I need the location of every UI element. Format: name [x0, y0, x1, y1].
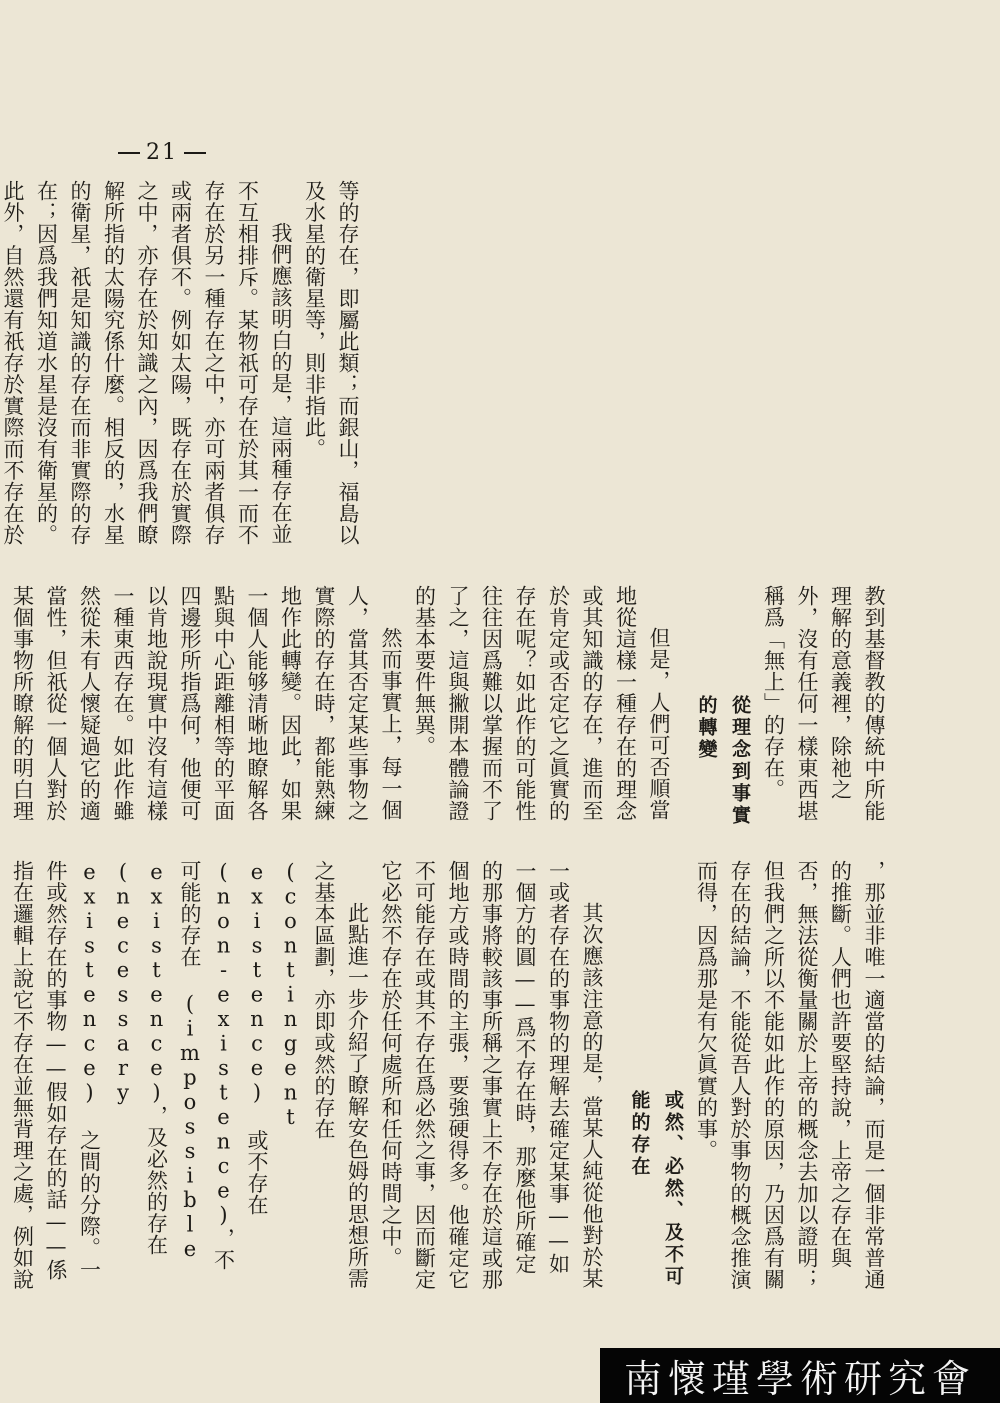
section-heading: 從理念到事實的轉變: [695, 695, 751, 827]
text-block-upper-left: [1, 180, 364, 548]
watermark-banner: [600, 1348, 1000, 1403]
paragraph: 等的存在，即屬此類；而銀山，福島以及水星的衛星等，則非指此。: [302, 180, 360, 546]
page-number: [112, 140, 212, 165]
section-heading: 或然、必然、及不可能的存在: [628, 1090, 684, 1288]
text-block-lower-right: [10, 860, 890, 1290]
paragraph: 然而事實上，每一個人，當其否定某些事物之實際的存在時，都能熟練地作此轉變。因此，如果一個人能够清晰地瞭解各點與中心距離相等的平面四邊形所指爲何，他便可以肯地說現實中沒有這樣一種東西存在。如此作雖然從未有人懷疑過它的適當性，但祇從一個人對於某個事物所瞭解的明白理: [10, 585, 403, 822]
dash-left: [118, 152, 140, 154]
paragraph: 我們應該明白的是，這兩種存在並不互相排斥。某物祇可存在於其一而不存在於另一種存在之中，亦可兩者俱存或兩者俱不。例如太陽，既存在於實際之中，亦存在於知識之內，因爲我們瞭解所指的太陽究係什麼。相反的，水星的衛星，祇是知識的存在而非實際的存在；因爲我們知道水星是沒有衛星的。此外，自然還有祇存於實際而不存在於: [1, 180, 293, 546]
paragraph: ，那並非唯一適當的結論，而是一個非常普通的推斷。人們也許要堅持說，上帝之存在與否，無法從衡量關於上帝的概念去加以證明；但我們之所以不能如此作的原因，乃因爲有關存在的結論，不能從吾人對於事物的概念推演而得，因爲那是有欠眞實的事。: [694, 860, 886, 1290]
paragraph: 其次應該注意的是，當某人純從他對於某一或者存在的事物的理解去確定某事——如一個方的圓——爲不存在時，那麼他所確定的那事將較該事所稱之事實上不存在於這或那個地方或時間的主張，要強硬得多。他確定它不可能存在或其不存在爲必然之事，因而斷定它必然不存在於任何處所和任何時間之中。: [379, 860, 604, 1290]
paragraph: 但是，人們可否順當地從這樣一種存在的理念或其知識的存在，進而至於肯定或否定它之眞實的存在呢？如此作的可能性往往因爲難以掌握而不了了之，這與撇開本體論證的基本要件無異。: [412, 585, 671, 822]
text-block-middle-right: [10, 585, 890, 835]
page-number-text: 21: [146, 140, 178, 165]
watermark-text: 南懷瑾學術研究會: [623, 1357, 976, 1401]
dash-right: [184, 152, 206, 154]
paragraph: 教到基督教的傳統中所能理解的意義裡，除祂之外，沒有任何一樣東西堪稱爲「無上」的存在。: [761, 585, 886, 822]
paragraph: 此點進一步介紹了瞭解安色姆的思想所需之基本區劃，亦即或然的存在 (contingent existence) 或不存在 (non-existence)，不可能的存在 (impossible existence)，及必然的存在 (necessary existence) 之間的分際。一件或然存在的事物——假如存在的話——係指在邏輯上說它不存在並無背理之處，例如說: [10, 860, 370, 1290]
